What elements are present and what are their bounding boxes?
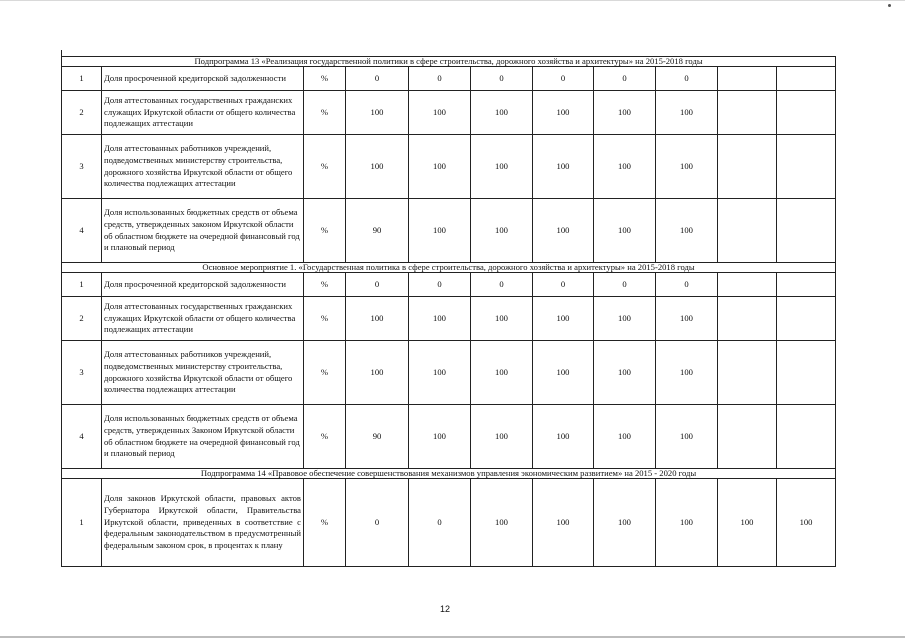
table-row	[62, 405, 836, 469]
indicator-name: Доля просроченной кредиторской задолженности	[102, 273, 304, 297]
value-cell: 0	[346, 273, 409, 297]
value-cell: 100	[594, 405, 656, 469]
indicator-name: Доля аттестованных работников учреждений, подведомственных министерству строительства, дорожного хозяйства Иркутской области от общего количества подлежащих аттестации	[102, 341, 304, 405]
value-cell: 100	[594, 479, 656, 567]
value-cell: 0	[409, 273, 471, 297]
row-number: 3	[62, 341, 102, 405]
scan-edge-top	[0, 0, 905, 1]
unit-cell: %	[304, 341, 346, 405]
indicator-name: Доля аттестованных государственных гражданских служащих Иркутской области от общего количества подлежащих аттестации	[102, 297, 304, 341]
value-cell: 0	[533, 273, 594, 297]
table-row	[62, 297, 836, 341]
value-cell	[718, 273, 777, 297]
value-cell: 100	[533, 341, 594, 405]
unit-cell: %	[304, 199, 346, 263]
value-cell: 100	[594, 135, 656, 199]
row-number: 1	[62, 273, 102, 297]
section-header-row	[62, 263, 836, 273]
value-cell: 0	[346, 67, 409, 91]
indicator-name: Доля использованных бюджетных средств от объема средств, утвержденных законом Иркутской области об областном бюджете на очередной финансовый год и плановый период	[102, 199, 304, 263]
section-title: Подпрограмма 14 «Правовое обеспечение совершенствования механизмов управления экономическим развитием» на 2015 - 2020 годы	[62, 469, 836, 479]
value-cell: 0	[471, 273, 533, 297]
row-number: 4	[62, 405, 102, 469]
scan-dot-mark	[888, 4, 891, 7]
unit-cell: %	[304, 135, 346, 199]
section-header-row	[62, 469, 836, 479]
table-row	[62, 273, 836, 297]
value-cell: 100	[409, 91, 471, 135]
value-cell: 100	[656, 91, 718, 135]
table-row	[62, 341, 836, 405]
value-cell	[777, 199, 836, 263]
unit-cell: %	[304, 91, 346, 135]
value-cell: 100	[594, 199, 656, 263]
value-cell: 100	[346, 91, 409, 135]
value-cell: 0	[594, 67, 656, 91]
value-cell	[718, 67, 777, 91]
value-cell: 100	[471, 405, 533, 469]
value-cell: 0	[409, 67, 471, 91]
indicator-name: Доля просроченной кредиторской задолженности	[102, 67, 304, 91]
section-title: Подпрограмма 13 «Реализация государственной политики в сфере строительства, дорожного хозяйства и архитектуры» на 2015-2018 годы	[62, 57, 836, 67]
value-cell: 100	[471, 135, 533, 199]
value-cell	[777, 273, 836, 297]
value-cell: 100	[409, 135, 471, 199]
indicator-name: Доля законов Иркутской области, правовых актов Губернатора Иркутской области, Правительства Иркутской области, приведенных в соответствие с федеральным законодательством в предусмотренный федеральным законом срок, в процентах к плану	[102, 479, 304, 567]
value-cell	[777, 297, 836, 341]
section-header-row	[62, 57, 836, 67]
value-cell: 100	[777, 479, 836, 567]
value-cell: 100	[594, 91, 656, 135]
value-cell: 0	[409, 479, 471, 567]
row-number: 2	[62, 91, 102, 135]
value-cell	[718, 297, 777, 341]
value-cell: 100	[533, 199, 594, 263]
scan-edge-bottom	[0, 636, 905, 638]
value-cell	[777, 341, 836, 405]
value-cell: 100	[471, 297, 533, 341]
indicator-name: Доля использованных бюджетных средств от объема средств, утвержденных Законом Иркутской области об областном бюджете на очередной финансовый год и плановый период	[102, 405, 304, 469]
value-cell: 100	[656, 199, 718, 263]
value-cell: 0	[594, 273, 656, 297]
table-row	[62, 67, 836, 91]
section-title: Основное мероприятие 1. «Государственная политика в сфере строительства, дорожного хозяйства и архитектуры» на 2015-2018 годы	[62, 263, 836, 273]
value-cell: 100	[533, 91, 594, 135]
value-cell: 100	[346, 297, 409, 341]
value-cell: 100	[471, 199, 533, 263]
table-row	[62, 199, 836, 263]
value-cell: 100	[656, 135, 718, 199]
value-cell: 100	[409, 341, 471, 405]
value-cell: 100	[594, 341, 656, 405]
value-cell: 100	[656, 479, 718, 567]
value-cell: 90	[346, 199, 409, 263]
table-row	[62, 135, 836, 199]
value-cell	[777, 405, 836, 469]
value-cell: 0	[471, 67, 533, 91]
table-row	[62, 479, 836, 567]
value-cell: 100	[656, 405, 718, 469]
value-cell: 100	[409, 199, 471, 263]
table-row	[62, 91, 836, 135]
unit-cell: %	[304, 67, 346, 91]
page-number: 12	[440, 604, 451, 614]
value-cell: 90	[346, 405, 409, 469]
value-cell: 100	[533, 135, 594, 199]
row-number: 1	[62, 479, 102, 567]
value-cell: 0	[346, 479, 409, 567]
value-cell: 100	[346, 135, 409, 199]
unit-cell: %	[304, 405, 346, 469]
value-cell: 100	[656, 297, 718, 341]
row-number: 4	[62, 199, 102, 263]
value-cell	[718, 341, 777, 405]
value-cell	[777, 91, 836, 135]
value-cell	[777, 67, 836, 91]
value-cell: 100	[471, 341, 533, 405]
value-cell	[718, 135, 777, 199]
value-cell: 100	[409, 405, 471, 469]
value-cell	[777, 135, 836, 199]
unit-cell: %	[304, 479, 346, 567]
value-cell	[718, 199, 777, 263]
value-cell: 100	[471, 479, 533, 567]
value-cell: 100	[409, 297, 471, 341]
value-cell	[718, 91, 777, 135]
value-cell: 100	[533, 405, 594, 469]
value-cell: 0	[656, 67, 718, 91]
row-number: 2	[62, 297, 102, 341]
indicator-name: Доля аттестованных работников учреждений, подведомственных министерству строительства, дорожного хозяйства Иркутской области от общего количества подлежащих аттестации	[102, 135, 304, 199]
indicator-name: Доля аттестованных государственных гражданских служащих Иркутской области от общего количества подлежащих аттестации	[102, 91, 304, 135]
value-cell	[718, 405, 777, 469]
value-cell: 100	[533, 297, 594, 341]
value-cell: 100	[533, 479, 594, 567]
value-cell: 100	[346, 341, 409, 405]
unit-cell: %	[304, 273, 346, 297]
value-cell: 0	[533, 67, 594, 91]
unit-cell: %	[304, 297, 346, 341]
row-number: 3	[62, 135, 102, 199]
value-cell: 100	[594, 297, 656, 341]
indicators-table	[61, 56, 836, 567]
value-cell: 0	[656, 273, 718, 297]
value-cell: 100	[656, 341, 718, 405]
value-cell: 100	[471, 91, 533, 135]
value-cell: 100	[718, 479, 777, 567]
row-number: 1	[62, 67, 102, 91]
